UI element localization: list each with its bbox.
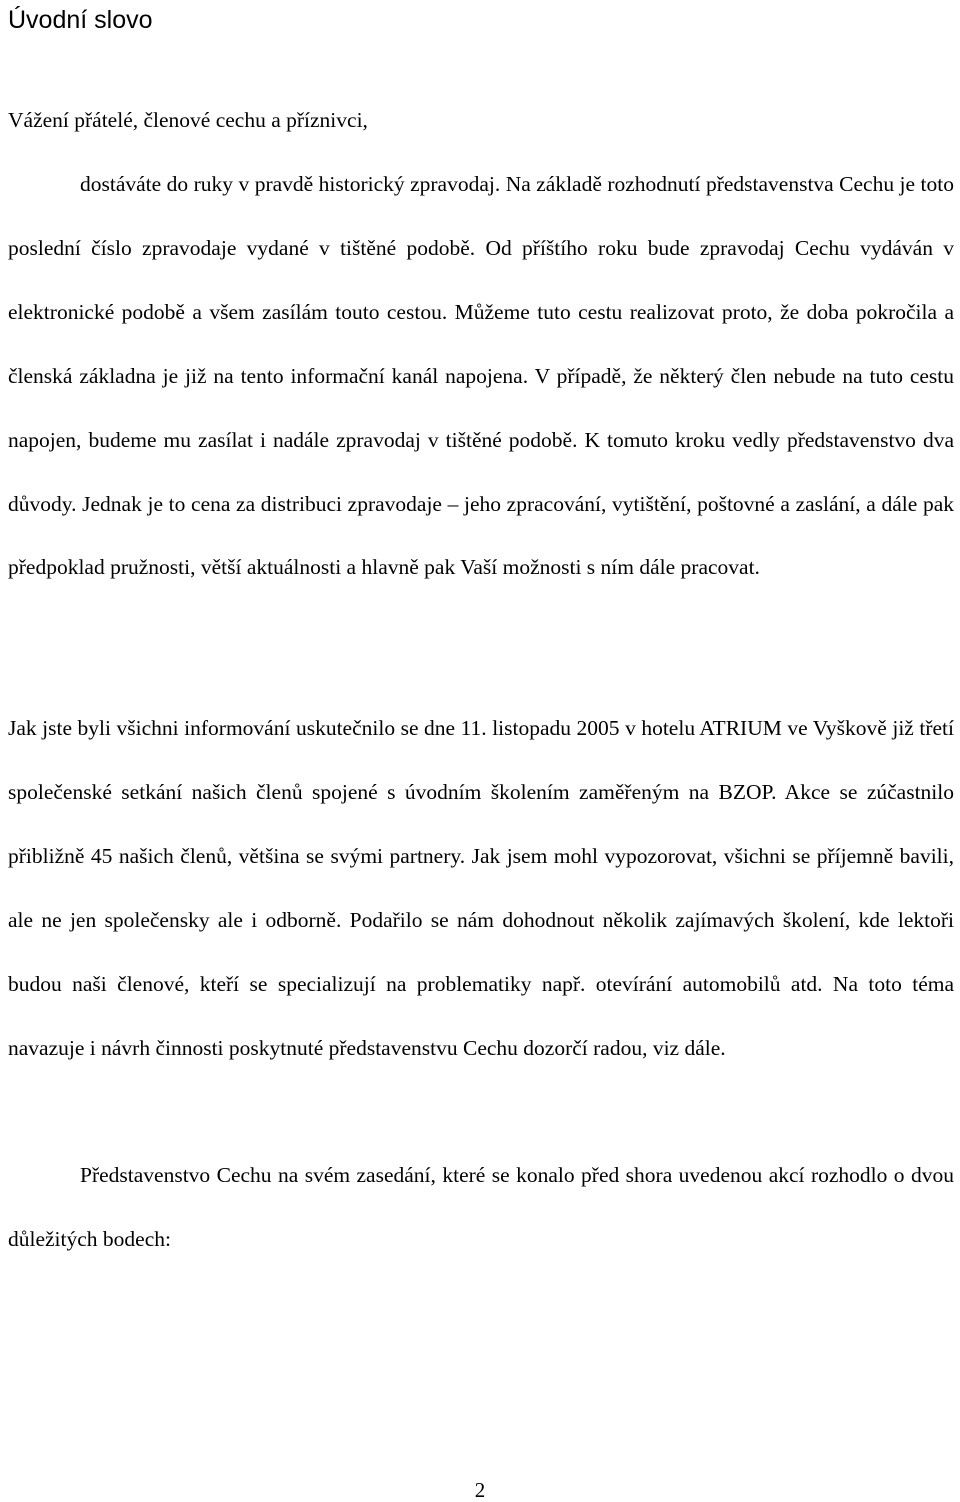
page-title: Úvodní slovo [8,6,153,34]
greeting-paragraph: Vážení přátelé, členové cechu a příznivci, [8,108,368,132]
board-decision-paragraph: Představenstvo Cechu na svém zasedání, které se konalo před shora uvedenou akcí rozhodlo o dvou důležitých bodech: [8,1163,954,1251]
page-number: 2 [474,1478,486,1502]
meeting-paragraph: Jak jste byli všichni informování uskutečnilo se dne 11. listopadu 2005 v hotelu ATRIUM ve Vyškově již třetí společenské setkání našich členů spojené s úvodním školením zaměřeným na BZOP. Akce se zúčastnilo přibližně 45 našich členů, většina se svými partnery. Jak jsem mohl vypozorovat, všichni se příjemně bavili, ale ne jen společensky ale i odborně. Podařilo se nám dohodnout několik zajímavých školení, kde lektoři budou naši členové, kteří se specializují na problematiky např. otevírání automobilů atd. Na toto téma navazuje i návrh činnosti poskytnuté představenstvu Cechu dozorčí radou, viz dále. [8,716,954,1060]
intro-paragraph: dostáváte do ruky v pravdě historický zpravodaj. Na základě rozhodnutí představenstva Cechu je toto poslední číslo zpravodaje vydané v tištěné podobě. Od příštího roku bude zpravodaj Cechu vydáván v elektronické podobě a všem zasílám touto cestou. Můžeme tuto cestu realizovat proto, že doba pokročila a členská základna je již na tento informační kanál napojena. V případě, že některý člen nebude na tuto cestu napojen, budeme mu zasílat i nadále zpravodaj v tištěné podobě. K tomuto kroku vedly představenstvo dva důvody. Jednak je to cena za distribuci zpravodaje – jeho zpracování, vytištění, poštovné a zaslání, a dále pak předpoklad pružnosti, větší aktuálnosti a hlavně pak Vaší možnosti s ním dále pracovat. [8,172,954,580]
